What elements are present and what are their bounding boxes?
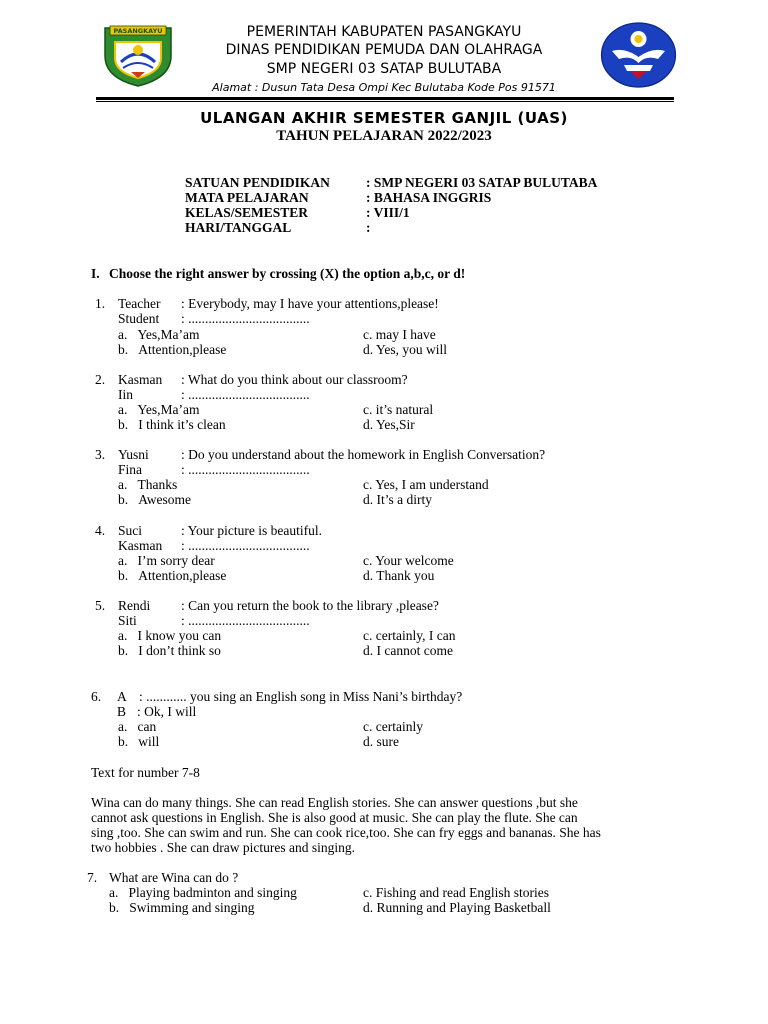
option-a[interactable]: a. I know you can	[118, 628, 222, 643]
option-d[interactable]: d. Yes, you will	[363, 342, 448, 357]
section-number: I.	[91, 266, 100, 281]
info-value: : VIII/1	[366, 205, 410, 220]
option-c[interactable]: c. Your welcome	[363, 553, 454, 568]
option-a[interactable]: a. I’m sorry dear	[118, 553, 215, 568]
header-school: SMP NEGERI 03 SATAP BULUTABA	[266, 61, 502, 77]
dialogue-line-2: : ....................................	[181, 311, 310, 326]
option-a[interactable]: a. Yes,Ma’am	[118, 402, 200, 417]
dialogue-line-1: : ............ you sing an English song in Miss Nani’s birthday?	[139, 689, 463, 704]
passage-line: cannot ask questions in English. She is also good at music. She can play the flute. She can	[91, 810, 578, 825]
option-b-text: Attention,please	[138, 568, 227, 583]
dialogue-line-2: : ....................................	[181, 613, 310, 628]
option-c[interactable]: c. Fishing and read English stories	[363, 885, 549, 900]
info-value: : SMP NEGERI 03 SATAP BULUTABA	[366, 175, 598, 190]
question-number: 1.	[95, 296, 106, 311]
dialogue-line-1: : Everybody, may I have your attentions,please!	[181, 296, 439, 311]
speaker-1: Rendi	[118, 598, 151, 613]
option-b-text: I don’t think so	[138, 643, 221, 658]
option-a-text: Thanks	[137, 477, 178, 492]
dialogue-line-1: : Do you understand about the homework in English Conversation?	[181, 447, 546, 462]
option-a[interactable]: a. Yes,Ma’am	[118, 327, 200, 342]
option-d[interactable]: d. sure	[363, 734, 399, 749]
option-a[interactable]: a. can	[118, 719, 157, 734]
section-instruction: Choose the right answer by crossing (X) the option a,b,c, or d!	[109, 266, 466, 281]
speaker-1: Kasman	[118, 372, 163, 387]
dialogue-line-1: : Can you return the book to the library ,please?	[181, 598, 439, 613]
speaker-1: Yusni	[118, 447, 149, 462]
option-d[interactable]: d. Thank you	[363, 568, 435, 583]
option-b[interactable]: b. I don’t think so	[118, 643, 221, 658]
question-number: 3.	[95, 447, 106, 462]
letterhead-rule-thick	[96, 97, 674, 100]
option-d[interactable]: d. Running and Playing Basketball	[363, 900, 551, 915]
option-c[interactable]: c. it’s natural	[363, 402, 434, 417]
question-number: 7.	[87, 870, 98, 885]
speaker-2: Fina	[118, 462, 143, 477]
passage-line: sing ,too. She can swim and run. She can cook rice,too. She can fry eggs and bananas. She has	[91, 825, 601, 840]
question-number: 6.	[91, 689, 102, 704]
speaker-2: Student	[118, 311, 160, 326]
speaker-1: Teacher	[118, 296, 161, 311]
option-c[interactable]: c. Yes, I am understand	[363, 477, 489, 492]
dialogue-line-2: : ....................................	[181, 462, 310, 477]
passage-line: two hobbies . She can draw pictures and singing.	[91, 840, 355, 855]
option-c[interactable]: c. certainly, I can	[363, 628, 456, 643]
question-number: 2.	[95, 372, 106, 387]
svg-text:PASANGKAYU: PASANGKAYU	[113, 27, 163, 35]
dialogue-line-2: : Ok, I will	[137, 704, 197, 719]
exam-title: ULANGAN AKHIR SEMESTER GANJIL (UAS)	[200, 109, 568, 127]
speaker-2: B	[117, 704, 127, 719]
option-d[interactable]: d. I cannot come	[363, 643, 453, 658]
letterhead-rule-thin	[96, 101, 674, 102]
option-b[interactable]: b. Attention,please	[118, 342, 227, 357]
info-value: :	[366, 220, 371, 235]
question-number: 4.	[95, 523, 106, 538]
option-a-text: I know you can	[137, 628, 222, 643]
question-text: What are Wina can do ?	[109, 870, 239, 885]
question-number: 5.	[95, 598, 106, 613]
passage-line: Wina can do many things. She can read English stories. She can answer questions ,but she	[91, 795, 578, 810]
option-b-text: I think it’s clean	[138, 417, 226, 432]
speaker-2: Siti	[118, 613, 137, 628]
option-d[interactable]: d. It’s a dirty	[363, 492, 432, 507]
option-b[interactable]: b. Awesome	[118, 492, 191, 507]
header-department: DINAS PENDIDIKAN PEMUDA DAN OLAHRAGA	[225, 42, 543, 58]
option-a-text: Playing badminton and singing	[128, 885, 297, 900]
option-b-text: Swimming and singing	[129, 900, 255, 915]
info-label: SATUAN PENDIDIKAN	[185, 175, 330, 190]
exam-year: TAHUN PELAJARAN 2022/2023	[276, 128, 492, 144]
option-b[interactable]: b. will	[118, 734, 160, 749]
option-d[interactable]: d. Yes,Sir	[363, 417, 415, 432]
option-c[interactable]: c. may I have	[363, 327, 436, 342]
option-a-text: Yes,Ma’am	[137, 327, 200, 342]
speaker-2: Kasman	[118, 538, 163, 553]
option-a-text: can	[137, 719, 157, 734]
speaker-2: Iin	[118, 387, 133, 402]
option-b[interactable]: b. Attention,please	[118, 568, 227, 583]
dialogue-line-1: : Your picture is beautiful.	[181, 523, 322, 538]
header-government: PEMERINTAH KABUPATEN PASANGKAYU	[246, 24, 522, 40]
dialogue-line-1: : What do you think about our classroom?	[181, 372, 408, 387]
option-b-text: Awesome	[138, 492, 191, 507]
speaker-1: Suci	[118, 523, 143, 538]
option-c[interactable]: c. certainly	[363, 719, 423, 734]
option-a-text: I’m sorry dear	[137, 553, 215, 568]
option-a-text: Yes,Ma’am	[137, 402, 200, 417]
option-b[interactable]: b. I think it’s clean	[118, 417, 226, 432]
option-a[interactable]: a. Thanks	[118, 477, 178, 492]
header-address: Alamat : Dusun Tata Desa Ompi Kec Bulutaba Kode Pos 91571	[212, 81, 556, 94]
info-value: : BAHASA INGGRIS	[366, 190, 492, 205]
dialogue-line-2: : ....................................	[181, 387, 310, 402]
option-b[interactable]: b. Swimming and singing	[109, 900, 255, 915]
info-label: HARI/TANGGAL	[185, 220, 292, 235]
option-b-text: Attention,please	[138, 342, 227, 357]
info-label: KELAS/SEMESTER	[185, 205, 309, 220]
info-label: MATA PELAJARAN	[185, 190, 309, 205]
reading-label: Text for number 7-8	[91, 765, 200, 780]
option-a[interactable]: a. Playing badminton and singing	[109, 885, 297, 900]
dialogue-line-2: : ....................................	[181, 538, 310, 553]
option-b-text: will	[138, 734, 160, 749]
speaker-1: A	[117, 689, 127, 704]
